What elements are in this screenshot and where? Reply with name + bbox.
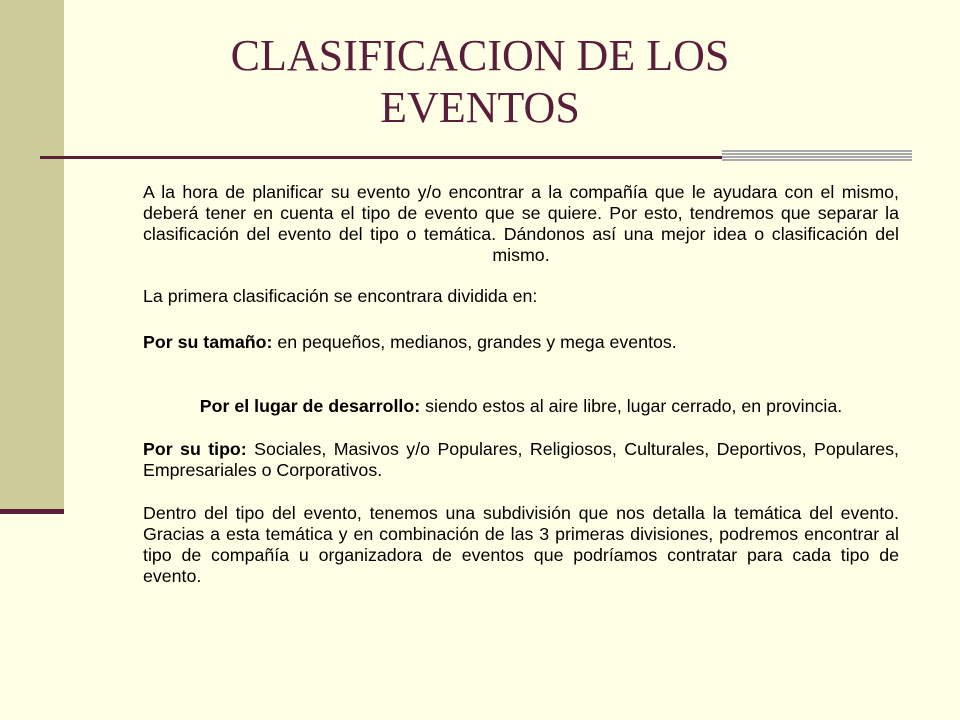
size-paragraph	[143, 332, 899, 353]
left-bar-underline	[0, 509, 64, 514]
first-classification-paragraph: La primera clasificación se encontrara dividida en:	[143, 286, 538, 306]
place-paragraph	[143, 396, 899, 417]
type-label: Por su tipo:	[143, 439, 247, 459]
intro-paragraph: A la hora de planificar su evento y/o encontrar a la compañía que le ayudara con el mismo, deberá tener en cuenta el tipo de evento que se quiere. Por esto, tendremos que separar la clasificación del evento del tipo o temática. Dándonos así una mejor idea o clasificación del mismo.	[143, 182, 899, 265]
size-text: en pequeños, medianos, grandes y mega eventos.	[272, 332, 677, 352]
title-divider-accent	[722, 150, 912, 162]
slide-body	[143, 182, 899, 587]
place-text: siendo estos al aire libre, lugar cerrado, en provincia.	[420, 396, 843, 416]
place-label: Por el lugar de desarrollo:	[199, 396, 421, 416]
type-text: Sociales, Masivos y/o Populares, Religiosos, Culturales, Deportivos, Populares, Empresariales o Corporativos.	[143, 439, 899, 480]
size-label: Por su tamaño:	[143, 332, 273, 352]
slide-title: CLASIFICACION DE LOS EVENTOS	[230, 31, 730, 132]
left-decorative-bar	[0, 0, 64, 510]
type-paragraph	[143, 439, 899, 481]
subdivision-paragraph: Dentro del tipo del evento, tenemos una subdivisión que nos detalla la temática del evento. Gracias a esta temática y en combinación de las 3 primeras divisiones, podremos encontrar al tipo de compañía u organizadora de eventos que podríamos contratar para cada tipo de evento.	[143, 503, 899, 586]
